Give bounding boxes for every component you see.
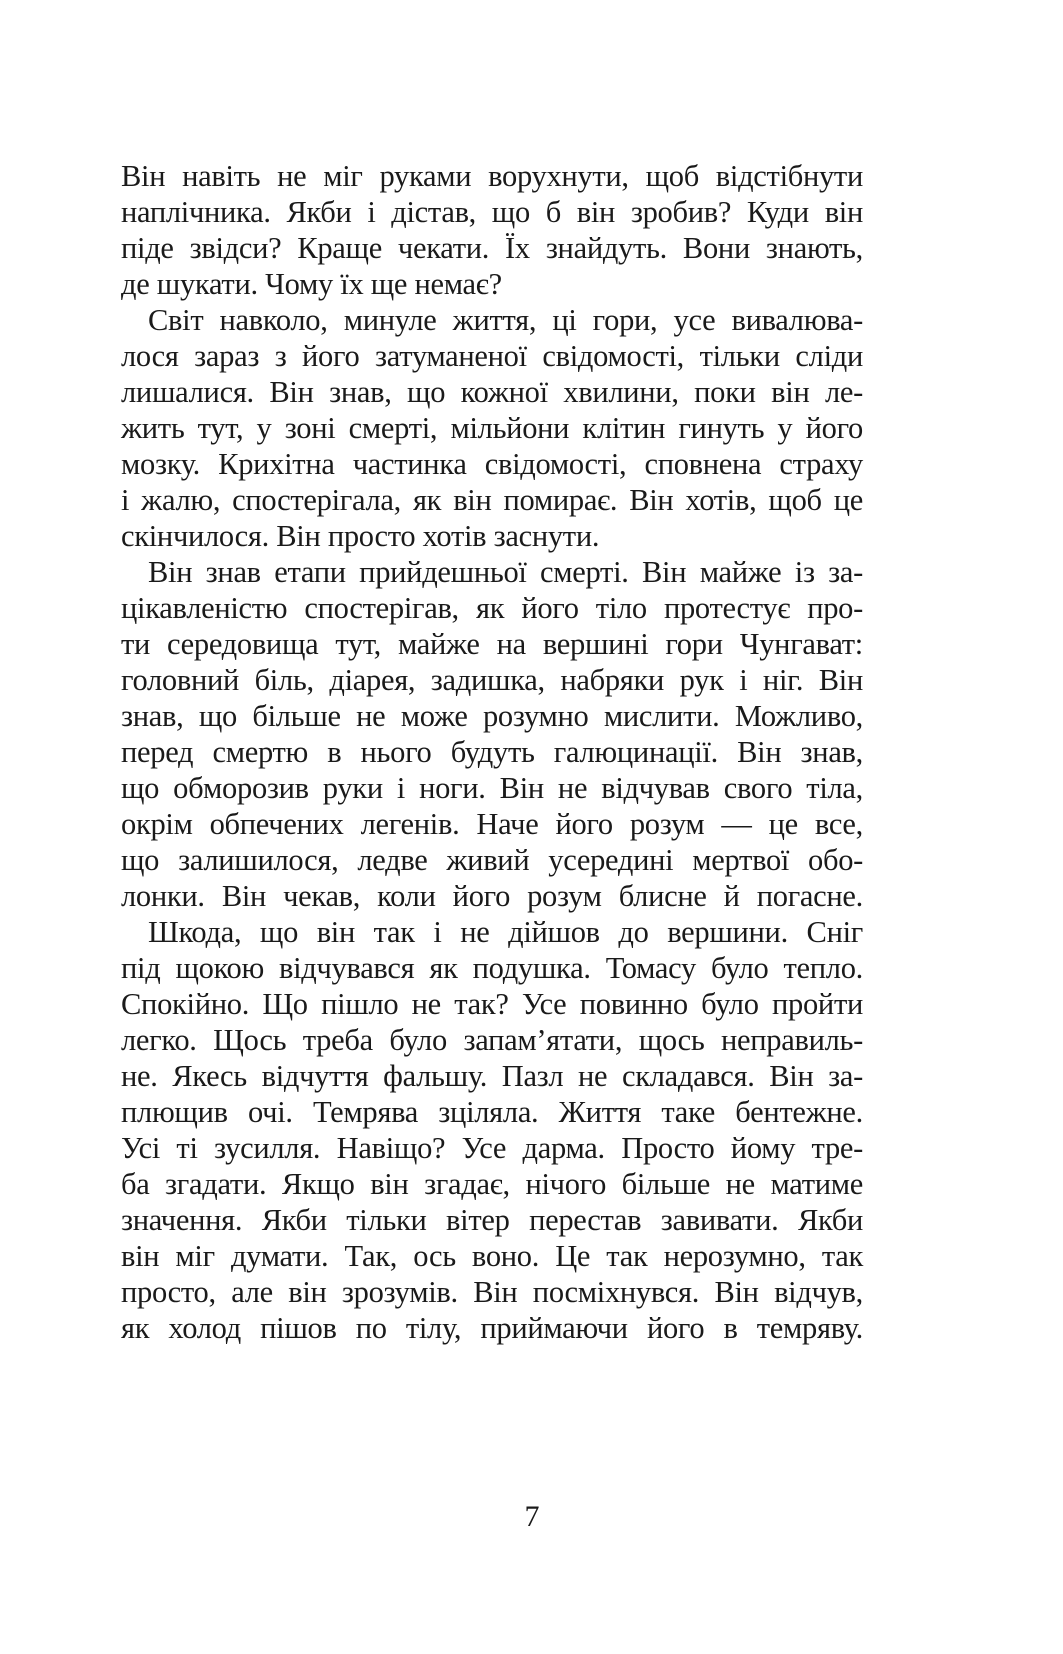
text-line: скінчилося. Він просто хотів заснути. bbox=[121, 519, 600, 553]
text-line: як холод пішов по тілу, приймаючи його в темряву. bbox=[121, 1311, 863, 1345]
text-line: легко. Щось треба було запам’ятати, щось неправиль- bbox=[121, 1023, 863, 1057]
text-line: не. Якесь відчуття фальшу. Пазл не складався. Він за- bbox=[121, 1059, 863, 1093]
text-line: і жалю, спостерігала, як він помирає. Він хотів, щоб це bbox=[121, 483, 863, 517]
page-body-text bbox=[121, 158, 863, 1346]
text-line: Світ навколо, минуле життя, ці гори, усе вивалюва- bbox=[148, 303, 863, 337]
paragraph bbox=[121, 554, 863, 914]
text-line: значення. Якби тільки вітер перестав завивати. Якби bbox=[121, 1203, 863, 1237]
text-line: Він знав етапи прийдешньої смерті. Він майже із за- bbox=[148, 555, 863, 589]
text-line: просто, але він зрозумів. Він посміхнувся. Він відчув, bbox=[121, 1275, 863, 1309]
paragraph bbox=[121, 302, 863, 554]
text-line: він міг думати. Так, ось воно. Це так нерозумно, так bbox=[121, 1239, 863, 1273]
text-line: під щокою відчувався як подушка. Томасу було тепло. bbox=[121, 951, 863, 985]
text-line: де шукати. Чому їх ще немає? bbox=[121, 267, 502, 301]
text-line: жить тут, у зоні смерті, мільйони клітин гинуть у його bbox=[121, 411, 863, 445]
text-line: головний біль, діарея, задишка, набряки рук і ніг. Він bbox=[121, 663, 863, 697]
paragraph bbox=[121, 158, 863, 302]
text-line: Він навіть не міг руками ворухнути, щоб відстібнути bbox=[121, 159, 863, 193]
text-line: лишалися. Він знав, що кожної хвилини, поки він ле- bbox=[121, 375, 863, 409]
text-line: ба згадати. Якщо він згадає, нічого більше не матиме bbox=[121, 1167, 863, 1201]
text-line: Усі ті зусилля. Навіщо? Усе дарма. Просто йому тре- bbox=[121, 1131, 863, 1165]
text-line: наплічника. Якби і дістав, що б він зробив? Куди він bbox=[121, 195, 863, 229]
text-line: лонки. Він чекав, коли його розум блисне й погасне. bbox=[121, 879, 863, 913]
text-line: що залишилося, ледве живий усередині мертвої обо- bbox=[121, 843, 863, 877]
text-line: знав, що більше не може розумно мислити. Можливо, bbox=[121, 699, 863, 733]
text-line: Шкода, що він так і не дійшов до вершини. Сніг bbox=[148, 915, 863, 949]
text-line: лося зараз з його затуманеної свідомості, тільки сліди bbox=[121, 339, 863, 373]
text-line: ти середовища тут, майже на вершині гори Чунгават: bbox=[121, 627, 863, 661]
text-line: що обморозив руки і ноги. Він не відчував свого тіла, bbox=[121, 771, 863, 805]
text-line: мозку. Крихітна частинка свідомості, сповнена страху bbox=[121, 447, 863, 481]
text-line: плющив очі. Темрява зціляла. Життя таке бентежне. bbox=[121, 1095, 863, 1129]
text-line: окрім обпечених легенів. Наче його розум — це все, bbox=[121, 807, 863, 841]
text-line: Спокійно. Що пішло не так? Усе повинно було пройти bbox=[121, 987, 863, 1021]
paragraph bbox=[121, 914, 863, 1346]
page-number: 7 bbox=[524, 1500, 540, 1533]
text-line: цікавленістю спостерігав, як його тіло протестує про- bbox=[121, 591, 863, 625]
text-line: перед смертю в нього будуть галюцинації. Він знав, bbox=[121, 735, 863, 769]
text-line: піде звідси? Краще чекати. Їх знайдуть. Вони знають, bbox=[121, 231, 863, 265]
